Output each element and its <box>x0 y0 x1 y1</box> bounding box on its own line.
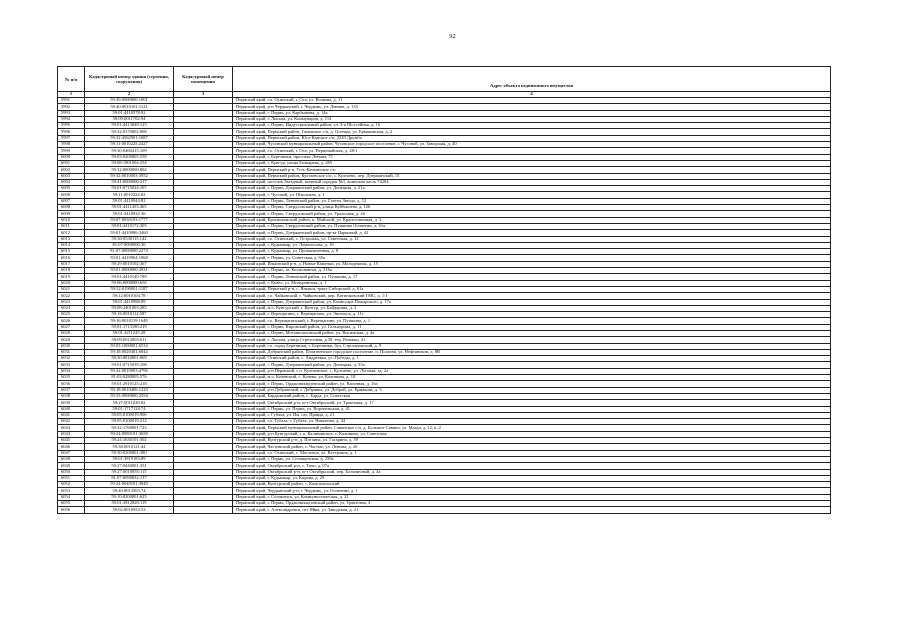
object-address: Пермский край, Частинский район, с. Частые, ул. Ленина, д. 26 <box>233 444 831 450</box>
row-number: 6024 <box>58 305 85 311</box>
row-number: 6029 <box>58 337 85 343</box>
row-number: 6036 <box>58 381 85 387</box>
row-number: 6012 <box>58 230 85 236</box>
row-number: 6004 <box>58 179 85 185</box>
building-cadastral-number: 59:01:3919183:89 <box>85 456 174 462</box>
object-address: Пермский край, р-н Пермский, с.п. Култаевское, с. Култаево, ул. Луговая, зд. 2а <box>233 368 831 374</box>
object-address: Пермский край, Кунгурский район, с. Комсомольский <box>233 482 831 488</box>
row-number: 6048 <box>58 456 85 462</box>
building-cadastral-number: 59:09:0013003:611 <box>85 337 174 343</box>
building-cadastral-number: 59:11:0010225:2427 <box>85 142 174 148</box>
building-cadastral-number: 59:30:0810001:969 <box>85 356 174 362</box>
object-address: Пермский край, Кунгурский р-н, д. Потаина, ул. Гагарина, д. 59 <box>233 438 831 444</box>
object-address: Пермский край, Чердынский р-н, г. Чердынь, ул. Осипенко, д. 1 <box>233 488 831 494</box>
row-number: 6017 <box>58 261 85 267</box>
row-number: 6037 <box>58 387 85 393</box>
building-cadastral-number: 59:18:0010406:1223 <box>85 387 174 393</box>
object-address: Пермский край, г. Пермь, Свердловский р-н, улица Куйбышева, д. 126 <box>233 205 831 211</box>
object-address: Пермский край, Октябрьский р-н, с. Тюш, д. 07а <box>233 463 831 469</box>
row-number: 6034 <box>58 368 85 374</box>
building-cadastral-number: 59:01:4410944:82 <box>85 198 174 204</box>
building-cadastral-number: 59:16:0010112:587 <box>85 312 174 318</box>
building-cadastral-number: 59:01:2910125:218 <box>85 381 174 387</box>
row-number: 6046 <box>58 444 85 450</box>
building-cadastral-number: 59:32:1760001:723 <box>85 425 174 431</box>
object-address: Пермский край, р-н Добрянский, г. Добрянка, ул. Доброй, ул. Ермакова, д. 3 <box>233 387 831 393</box>
row-number: 6038 <box>58 393 85 399</box>
object-address: Пермский край, г. Пермь, ул. Советская, д. 65а <box>233 255 831 261</box>
object-address: Пермский край, г. Пермь, Свердловский район, ул. Пушкина Осипенко, д. 61а <box>233 223 831 229</box>
building-cadastral-number: 59:01:0000000:4931 <box>85 268 174 274</box>
building-cadastral-number: 59:32:0010003:3952 <box>85 173 174 179</box>
object-address: Пермский край, г. Кудымкар, ул. Промышленная, д. 8 <box>233 249 831 255</box>
building-cadastral-number: 59:09:0011702:94 <box>85 116 174 122</box>
row-number: 6039 <box>58 400 85 406</box>
object-address: Пермский край, г. Лысьва, улица Стрелочная, д.39, тер. Реммаш, 41 <box>233 337 831 343</box>
building-cadastral-number: 59:01:1717124:74 <box>85 406 174 412</box>
building-cadastral-number: 59:30:0200001:380 <box>85 450 174 456</box>
object-address: Пермский край, г. Пермь, ул. Селищенская, д. 250а <box>233 456 831 462</box>
building-cadastral-number: 59:11:0010224:82 <box>85 192 174 198</box>
table-header-row <box>58 67 831 92</box>
building-cadastral-number: 59:27:0440001:351 <box>85 463 174 469</box>
building-cadastral-number: 59:06:0000000:656 <box>85 280 174 286</box>
object-address: Пермский край, Октябрьский р-н, пгт Октябрьский, пер. Больничный, д. 4а <box>233 469 831 475</box>
building-cadastral-number: 59:01:4410986:3460 <box>85 230 174 236</box>
object-address: Пермский край, г.о. Осинский, с. Острожка, ул. Советская, д. 12 <box>233 236 831 242</box>
object-address: Пермский край, м.о. Кочевский, с. Кочево, ул. Калинина, д. 10 <box>233 375 831 381</box>
row-number: 6003 <box>58 173 85 179</box>
row-number: 6054 <box>58 494 85 500</box>
building-cadastral-number: 59:24:0040101:3949 <box>85 482 174 488</box>
object-address: Пермский край, г. Пермь, Кировский район, ул. Гальперина, д. 11 <box>233 324 831 330</box>
building-cadastral-number: 59:38:0010121:44 <box>85 444 174 450</box>
object-address: Пермский край, г. Пермь, Индустриальный район, ул. 3-я Шоссейная, д. 16 <box>233 123 831 129</box>
row-number: 6052 <box>58 482 85 488</box>
building-cadastral-number: 59:29:0010102:367 <box>85 261 174 267</box>
object-address: Пермский край, Осинский район, с. Андреевка, ул. Победы, д. 1 <box>233 356 831 362</box>
row-number: 5997 <box>58 135 85 141</box>
object-address: Пермский край, г. Пермь, Ленинский район, ул. Пушкина, д. 17 <box>233 274 831 280</box>
building-cadastral-number: 59:32:4562901:1687 <box>85 135 174 141</box>
object-address: Пермский край, г. Пермь, Дзержинский район, пр-кт Парковый, д. 42 <box>233 230 831 236</box>
row-number: 6000 <box>58 154 85 160</box>
building-cadastral-number: 59:01:4211245:28 <box>85 330 174 336</box>
object-address: Пермский край, г.о. Осинский, г. Оса, ул. Волкова, д. 11 <box>233 98 831 104</box>
row-number: 6053 <box>58 488 85 494</box>
object-address: Пермский край, г. Чусовой, ул. Школьная, д. 1 <box>233 192 831 198</box>
row-number: 6035 <box>58 375 85 381</box>
row-number: 5993 <box>58 110 85 116</box>
object-address: Пермский край, г. Кудымкар, ул. Ломоносова, д. 16 <box>233 242 831 248</box>
object-address: Пермский край, Октябрьский р-н, пгт Октябрьский, ул. Трактовая, д. 17 <box>233 400 831 406</box>
object-address: Пермский край, г. Пермь, Дзержинский район, ул. Донецкая, д. 21а <box>233 186 831 192</box>
row-number: 6042 <box>58 419 85 425</box>
row-number: 6049 <box>58 463 85 469</box>
building-cadastral-number: 59:02:0010953:53 <box>85 507 174 513</box>
building-cadastral-number: 59:10:0200001:625 <box>85 494 174 500</box>
building-cadastral-number: 59:01:4413848:125 <box>85 123 174 129</box>
building-cadastral-number: 59:24:0080101:3658 <box>85 431 174 437</box>
building-cadastral-number: 59:01:4410140:789 <box>85 274 174 280</box>
table-body <box>58 98 831 514</box>
building-cadastral-number: 81:07:0000000:36 <box>85 242 174 248</box>
column-number: 2 <box>85 92 174 98</box>
row-number: 6055 <box>58 501 85 507</box>
row-number: 6007 <box>58 198 85 204</box>
building-cadastral-number: 59:03:1000001:6534 <box>85 343 174 349</box>
building-cadastral-number: 59:01:4410172:305 <box>85 223 174 229</box>
building-cadastral-number: 59:40:0013503:74 <box>85 488 174 494</box>
object-address: Пермский край, г.о. Чайковский, г. Чайковский, пер. Вотинцовский ГМС, д. 1/1 <box>233 293 831 299</box>
building-cadastral-number: 59:40:0010101:1121 <box>85 104 174 110</box>
object-address: Пермский край, Пермский район, Култаевское с/п, с. Култаево, пер. Дзержинский, 15 <box>233 173 831 179</box>
building-cadastral-number: 59:05:0100019:906 <box>85 412 174 418</box>
object-address: Пермский край, г. Пермь, ш. Космонавтов, д. 316а <box>233 268 831 274</box>
object-address: Пермский край, Пермский муниципальный район, Савинское с/п, д. Большое Савино, ул. Мазда, д. 12, к. 2 <box>233 425 831 431</box>
row-number: 6023 <box>58 299 85 305</box>
building-cadastral-number: 59:07:0030103:1777 <box>85 217 174 223</box>
building-cadastral-number: 81:07:0090032:137 <box>85 475 174 481</box>
object-address: Пермский край, г. Пермь, Орджоникидзевский район, ул. Вагонная, д. 16а <box>233 381 831 387</box>
row-number: 6040 <box>58 406 85 412</box>
object-address: Пермский край, г. Пермь, Свердловский район, ул. Уральская, д. 26 <box>233 211 831 217</box>
row-number: 6051 <box>58 475 85 481</box>
row-number: 5992 <box>58 104 85 110</box>
header-address: Адрес объекта недвижимого имущества <box>233 67 831 92</box>
object-address: Пермский край, г. Лысьва, ул. Коммунаров, д. 114 <box>233 116 831 122</box>
row-number: 5996 <box>58 129 85 135</box>
object-address: Пермский край, г. Пермь, ул. Карбышева, д. 14а <box>233 110 831 116</box>
header-building-cadastral: Кадастровый номер здания (строения, сооружения) <box>85 67 174 92</box>
object-address: Пермский край, г. Кудымкар, ул. Кирова, д. 29 <box>233 475 831 481</box>
row-number: 6020 <box>58 280 85 286</box>
building-cadastral-number: 59:01:4410988:89 <box>85 299 174 305</box>
object-address: Пермский край, г. Пермь, Мотовилихинский район, ул. Висимская, д. 4а <box>233 330 831 336</box>
building-cadastral-number: 81:07:0000000:2274 <box>85 249 174 255</box>
object-address: Пермский край, г. Соликамск, ул. Коммунистическая, д. 21 <box>233 494 831 500</box>
object-address: Пермский край, г. Пермь, Ленинский район, ул. Газеты Звезда, д. 12 <box>233 198 831 204</box>
row-number: 6050 <box>58 469 85 475</box>
building-cadastral-number: 59:12:0010104:78 <box>85 293 174 299</box>
object-address: Пермский край, м.о. Кунгурский, г. Кунгур, ул. Байдарина, д. 2 <box>233 305 831 311</box>
building-cadastral-number: 59:16:0010119:1648 <box>85 318 174 324</box>
row-number: 5998 <box>58 142 85 148</box>
building-cadastral-number: 59:27:0010055:115 <box>85 469 174 475</box>
building-cadastral-number: 59:33:0000000:2554 <box>85 393 174 399</box>
object-address: Пермский край, Краснокамский район, п. Майский, ул. Краснознамная, д. 3 <box>233 217 831 223</box>
row-number: 6044 <box>58 431 85 437</box>
row-number: 6021 <box>58 286 85 292</box>
building-cadastral-number: 59:08:1901004:254 <box>85 160 174 166</box>
row-number: 6018 <box>58 268 85 274</box>
object-address: Пермский край, р-н Кунгурский, с.п. Калининское, с. Калинино, ул. Советская <box>233 431 831 437</box>
row-number: 6032 <box>58 356 85 362</box>
row-number: 6045 <box>58 438 85 444</box>
building-cadastral-number: 59:32:0370002:068 <box>85 129 174 135</box>
building-cadastral-number: 59:01:4411453:465 <box>85 205 174 211</box>
object-address: Пермский край, г. Пермь, Дзержинский район, ул. Донецкая, д. 33а <box>233 362 831 368</box>
object-address: Пермский край, г. Александровск, пгт Яйва, ул. Заводская, д. 21 <box>233 507 831 513</box>
object-address: Пермский край, Пермский район, Юго-Камское с/п, ДОЛ Дружба <box>233 135 831 141</box>
object-address: Пермский край, Пермский р-н, Усть-Качкинское с/п <box>233 167 831 173</box>
row-number: 6001 <box>58 160 85 166</box>
property-table <box>57 66 831 514</box>
object-address: Пермский край, г. Верещагино, г. Верещагино, ул. Энгельса, д. 11г <box>233 312 831 318</box>
object-address: Пермский край, г.о. Осинский, с. Мостовое, ул. Ветеранов, д. 1 <box>233 450 831 456</box>
object-address: Пермский край, Пермский район, Гамовское с/п, д. Осенцы, ул. Ермаковская, д. 2 <box>233 129 831 135</box>
row-number: 6031 <box>58 349 85 355</box>
header-num: № п/п <box>58 67 85 92</box>
building-cadastral-number: 59:32:0000000:802 <box>85 167 174 173</box>
object-address: Пермский край, г. Губаха, ул. Им. газ. Правда, д. 21 <box>233 412 831 418</box>
building-cadastral-number: 59:24:1630101:502 <box>85 438 174 444</box>
page-number: 92 <box>449 33 456 40</box>
building-cadastral-number: 59:01:0715024:107 <box>85 186 174 192</box>
row-number: 6041 <box>58 412 85 418</box>
building-cadastral-number: 59:01:3812820:119 <box>85 501 174 507</box>
object-address: Пермский край, Чусовской муниципальный район, Чусовское городское поселение, г. Чусовой, ул. Заводская, д. 40 <box>233 142 831 148</box>
row-number: 6056 <box>58 507 85 513</box>
object-address: Пермский край, поселок Звездный, военный городок №1, воинская часть 74204 <box>233 179 831 185</box>
object-address: Пермский край, г.о. Осинский, г. Оса, ул. Первомайская, д. 28/1 <box>233 148 831 154</box>
building-cadastral-number: 59:18:0020401:6044 <box>85 349 174 355</box>
row-number: 6013 <box>58 236 85 242</box>
row-number: 6009 <box>58 211 85 217</box>
object-address: Пермский край, Пермский р-н, с. Яныши, тракт Сибирский, д. 61а <box>233 286 831 292</box>
building-cadastral-number: 59:01:0715039:108 <box>85 362 174 368</box>
object-address: Пермский край, г.о. город Березники, г. Березники, бул. Строгановский, д. 9 <box>233 343 831 349</box>
building-cadastral-number: 59:01:1713180:219 <box>85 324 174 330</box>
row-number: 6016 <box>58 255 85 261</box>
object-address: Пермский край, Добрянский район, Полазненское городское поселение, п. Полазна, ул. Нефтяников, д. 8В <box>233 349 831 355</box>
building-cadastral-number: 59:05:0100019:212 <box>85 419 174 425</box>
object-address: Пермский край, г. Пермь, Дзержинский район, ул. Комиссара Пожарского, д. 17а <box>233 299 831 305</box>
row-number: 6026 <box>58 318 85 324</box>
object-address: Пермский край, г. Пермь, ул. Пермь, ул. Воронежская, д. 41 <box>233 406 831 412</box>
object-address: Пермский край, г.о. Губаха, г. Губаха, ул. Никонова, д. 44 <box>233 419 831 425</box>
header-room-cadastral: Кадастровый номер помещения <box>174 67 233 92</box>
row-number: 6025 <box>58 312 85 318</box>
row-number: 6005 <box>58 186 85 192</box>
building-cadastral-number: 59:30:0460415:109 <box>85 148 174 154</box>
object-address: Пермский край, г. Березники, проспект Ленина, 71 <box>233 154 831 160</box>
row-number: 6014 <box>58 242 85 248</box>
building-cadastral-number: 59:41:0000000:217 <box>85 179 174 185</box>
row-number: 6006 <box>58 192 85 198</box>
row-number: 6043 <box>58 425 85 431</box>
row-number: 6047 <box>58 450 85 456</box>
column-number: 4 <box>233 92 831 98</box>
row-number: 6019 <box>58 274 85 280</box>
row-number: 6030 <box>58 343 85 349</box>
building-cadastral-number: 59:30:0000000:1001 <box>85 98 174 104</box>
room-cadastral-number <box>174 507 233 513</box>
row-number: 6015 <box>58 249 85 255</box>
object-address: Пермский край, Ильинский р-н, д. Новые Каменки, ул. Молодежная, д. 15 <box>233 261 831 267</box>
building-cadastral-number: 59:03:0200005:558 <box>85 154 174 160</box>
row-number: 6002 <box>58 167 85 173</box>
column-number: 1 <box>58 92 85 98</box>
object-address: Пермский край, г. Кунгур, улица Бочкарева, д. 265 <box>233 160 831 166</box>
building-cadastral-number: 59:32:0010003:4796 <box>85 368 174 374</box>
building-cadastral-number: 59:08:2401003:285 <box>85 305 174 311</box>
row-number: 6010 <box>58 217 85 223</box>
object-address: Пермский край, г.о. Верещагинский, г. Верещагино, ул. Пушкина, д. 1 <box>233 318 831 324</box>
building-cadastral-number: 59:01:4410578:92 <box>85 110 174 116</box>
object-address: Пермский край, г. Кизел, ул. Мичуринская, д. 1 <box>233 280 831 286</box>
object-address: Пермский край, г. Пермь, Орджоникидзевский район, ул. Трактовая, 4 <box>233 501 831 507</box>
object-address: Пермский край, Бардымский район, с. Барда, ул. Советская <box>233 393 831 399</box>
building-cadastral-number: 59:30:0530115:142 <box>85 236 174 242</box>
row-number: 6033 <box>58 362 85 368</box>
column-number: 3 <box>174 92 233 98</box>
building-cadastral-number: 59:27:0011020:82 <box>85 400 174 406</box>
row-number: 6027 <box>58 324 85 330</box>
table-row <box>58 507 831 513</box>
row-number: 5999 <box>58 148 85 154</box>
row-number: 6008 <box>58 205 85 211</box>
building-cadastral-number: 59:01:4410932:36 <box>85 211 174 217</box>
row-number: 6022 <box>58 293 85 299</box>
row-number: 6028 <box>58 330 85 336</box>
building-cadastral-number: 59:32:0190001:1187 <box>85 286 174 292</box>
row-number: 5991 <box>58 98 85 104</box>
row-number: 5994 <box>58 116 85 122</box>
building-cadastral-number: 59:01:4410964:1068 <box>85 255 174 261</box>
building-cadastral-number: 81:03:0280005:576 <box>85 375 174 381</box>
object-address: Пермский край, р-н Чердынский, г. Чердынь, ул. Ленина, д. 135 <box>233 104 831 110</box>
row-number: 5995 <box>58 123 85 129</box>
row-number: 6011 <box>58 223 85 229</box>
